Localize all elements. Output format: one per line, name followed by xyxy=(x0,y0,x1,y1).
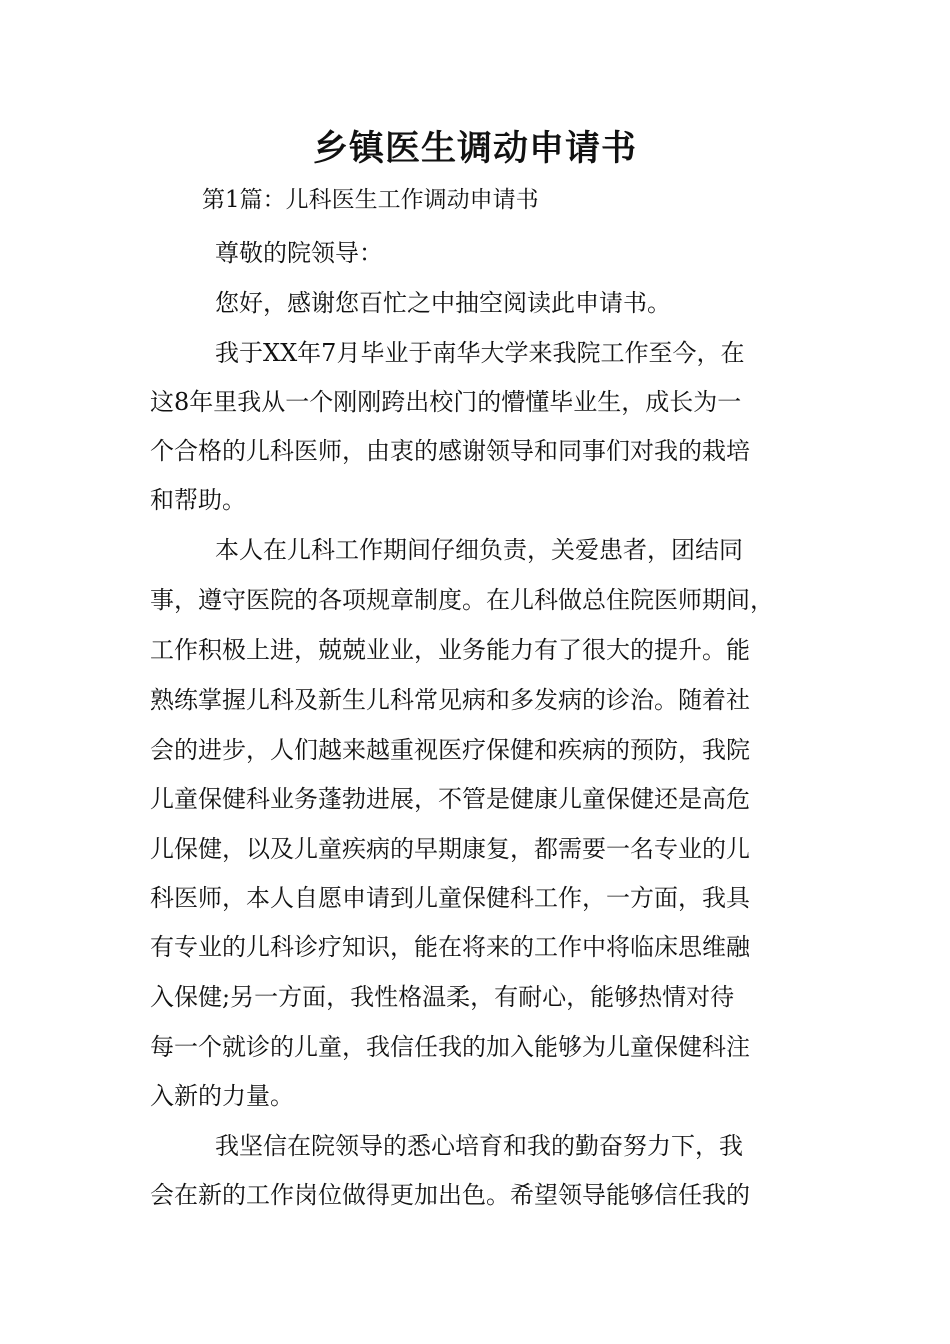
body-line: 会的进步，人们越来越重视医疗保健和疾病的预防，我院 xyxy=(150,736,750,764)
body-line: 这8年里我从一个刚刚跨出校门的懵懂毕业生，成长为一 xyxy=(150,388,742,416)
salutation-line: 尊敬的院领导： xyxy=(215,239,383,267)
body-line: 入保健;另一方面，我性格温柔，有耐心，能够热情对待 xyxy=(150,983,735,1011)
document-subtitle: 第1篇：儿科医生工作调动申请书 xyxy=(202,187,539,213)
body-line: 本人在儿科工作期间仔细负责，关爱患者，团结同 xyxy=(215,536,743,564)
body-line: 我于XX年7月毕业于南华大学来我院工作至今，在 xyxy=(215,339,745,367)
greeting-line: 您好，感谢您百忙之中抽空阅读此申请书。 xyxy=(215,289,671,317)
body-line: 个合格的儿科医师，由衷的感谢领导和同事们对我的栽培 xyxy=(150,437,750,465)
body-line: 儿童保健科业务蓬勃进展，不管是健康儿童保健还是高危 xyxy=(150,785,750,813)
body-line: 事，遵守医院的各项规章制度。在儿科做总住院医师期间， xyxy=(150,586,774,614)
body-line: 会在新的工作岗位做得更加出色。希望领导能够信任我的 xyxy=(150,1181,750,1209)
body-line: 入新的力量。 xyxy=(150,1082,294,1110)
body-line: 每一个就诊的儿童，我信任我的加入能够为儿童保健科注 xyxy=(150,1033,750,1061)
body-line: 熟练掌握儿科及新生儿科常见病和多发病的诊治。随着社 xyxy=(150,686,750,714)
body-line: 儿保健，以及儿童疾病的早期康复，都需要一名专业的儿 xyxy=(150,835,750,863)
body-line: 科医师，本人自愿申请到儿童保健科工作，一方面，我具 xyxy=(150,884,750,912)
document-title: 乡镇医生调动申请书 xyxy=(312,128,637,169)
body-line: 有专业的儿科诊疗知识，能在将来的工作中将临床思维融 xyxy=(150,933,750,961)
body-line: 我坚信在院领导的悉心培育和我的勤奋努力下，我 xyxy=(215,1132,743,1160)
body-line: 工作积极上进，兢兢业业，业务能力有了很大的提升。能 xyxy=(150,636,750,664)
body-line: 和帮助。 xyxy=(150,486,246,514)
